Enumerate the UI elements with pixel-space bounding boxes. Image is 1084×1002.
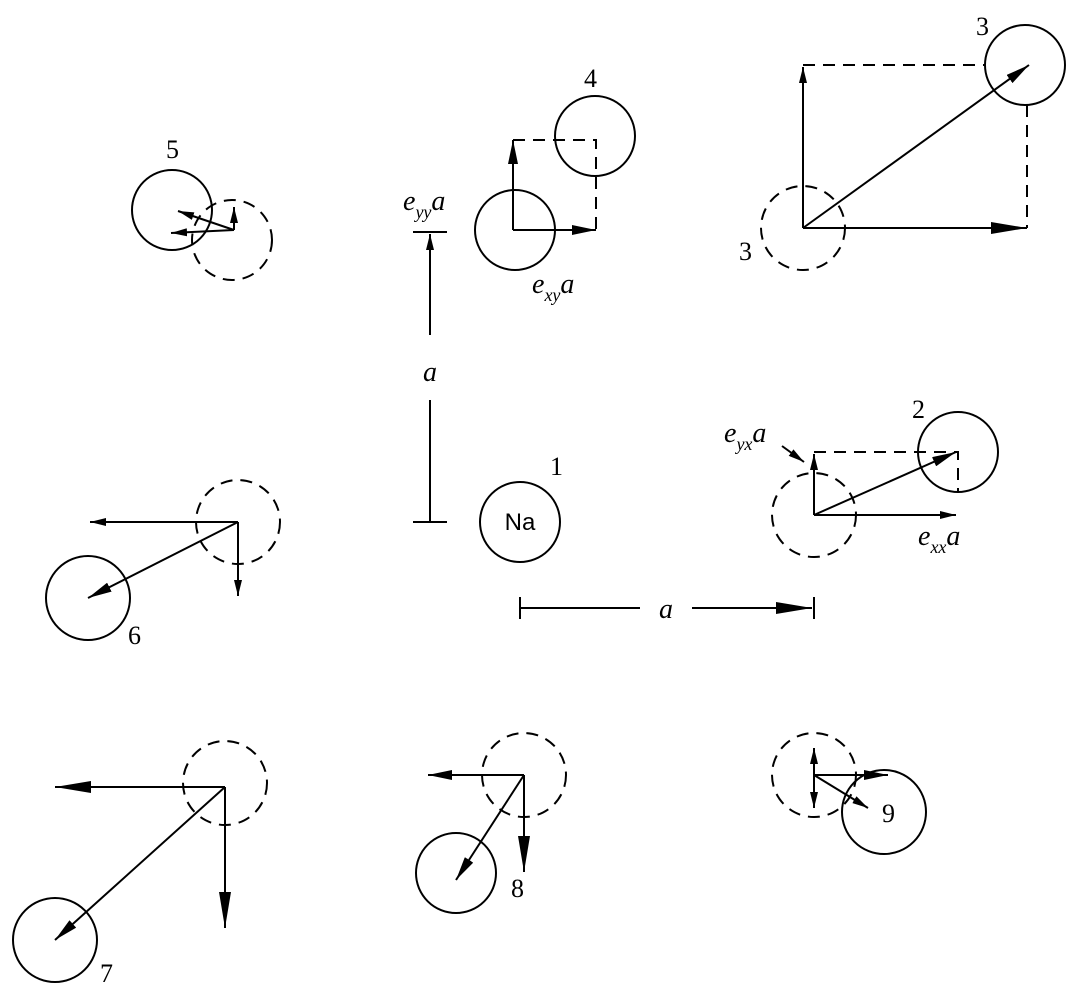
- atom-8-displacement: [456, 775, 524, 880]
- dimension-a-vertical: [413, 232, 447, 522]
- atom-9-displacement: [814, 775, 868, 808]
- label-e-xy: exya: [532, 269, 575, 305]
- atom-5-number: 5: [166, 135, 179, 164]
- atom-4: [403, 64, 635, 305]
- atom-9-number: 9: [882, 799, 895, 828]
- atom-8-number: 8: [511, 874, 524, 903]
- atom-6-displacement: [88, 522, 238, 598]
- dimension-a-horizontal: [520, 594, 814, 625]
- atom-5: [132, 135, 272, 280]
- atom-2-number: 2: [912, 395, 925, 424]
- atom-8: [416, 733, 566, 913]
- atom-6-number: 6: [128, 621, 141, 650]
- atom-1: [480, 452, 563, 562]
- atom-1-symbol: Na: [504, 509, 536, 536]
- atom-3-displacement: [803, 65, 1029, 228]
- label-e-xx: exxa: [918, 521, 961, 557]
- dim-label-a-vertical: a: [423, 357, 437, 388]
- atom-4-guide: [513, 140, 596, 230]
- atom-3-number: 3: [976, 12, 989, 41]
- atom-3: [739, 12, 1065, 270]
- dim-label-a-horizontal: a: [659, 594, 673, 625]
- label-e-yx: eyxa: [724, 418, 767, 454]
- label-e-yx-pointer: [782, 446, 804, 462]
- label-e-yy: eyya: [403, 186, 446, 222]
- atom-3-reference-number: 3: [739, 237, 752, 266]
- atom-5-displacement: [178, 211, 234, 230]
- atom-5-reference-circle: [192, 200, 272, 280]
- atom-6: [46, 480, 280, 650]
- atom-9: [772, 733, 926, 854]
- atom-3-circle: [985, 25, 1065, 105]
- atom-8-circle: [416, 833, 496, 913]
- atom-5-vector-x: [171, 230, 234, 233]
- atom-1-number: 1: [550, 452, 563, 481]
- atom-2: [724, 395, 998, 557]
- atom-5-circle: [132, 170, 212, 250]
- atom-7-displacement: [55, 787, 225, 940]
- atom-7-number: 7: [100, 959, 113, 988]
- atom-7: [13, 741, 267, 988]
- atom-4-number: 4: [584, 64, 597, 93]
